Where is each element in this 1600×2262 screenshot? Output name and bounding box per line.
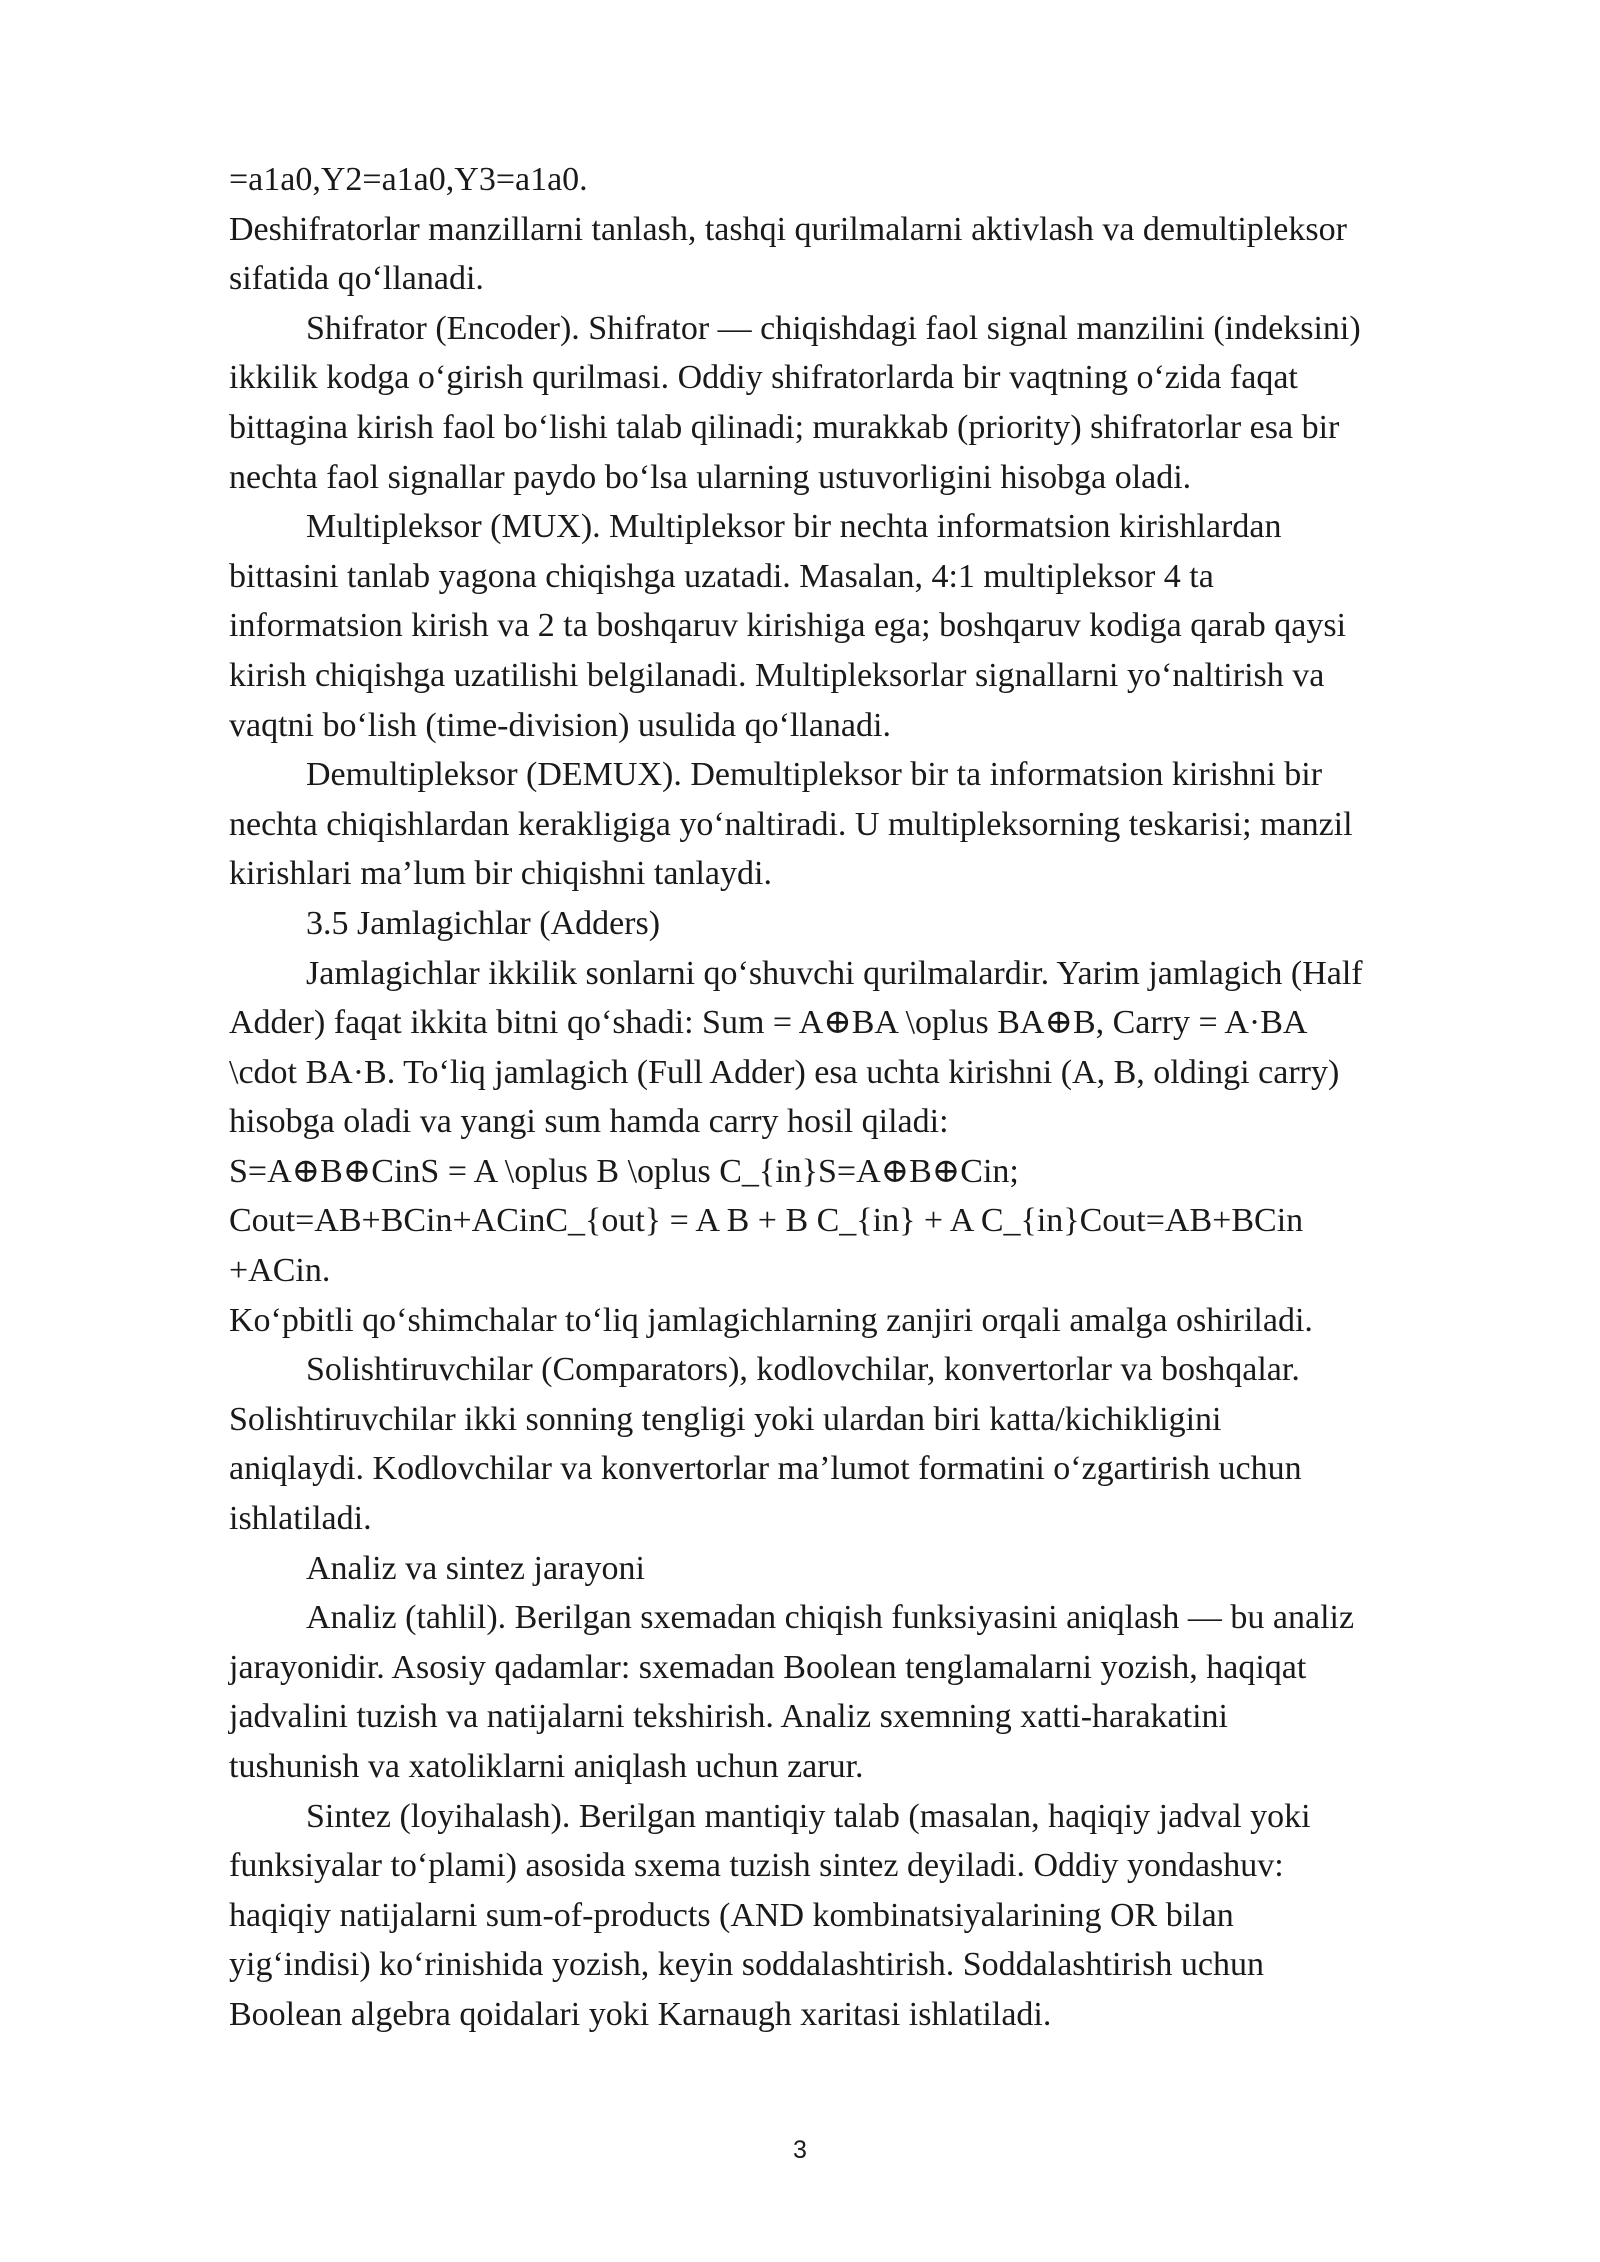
text-line: nechta faol signallar paydo bo‘lsa ularning ustuvorligini hisobga oladi. bbox=[229, 458, 1192, 496]
text-line: sifatida qo‘llanadi. bbox=[229, 260, 484, 298]
text-line: nechta chiqishlardan kerakligiga yo‘naltiradi. U multipleksorning teskarisi; manzil bbox=[229, 805, 1353, 843]
text-line: jadvalini tuzish va natijalarni tekshirish. Analiz sxemning xatti-harakatini bbox=[229, 1698, 1228, 1736]
section-heading: 3.5 Jamlagichlar (Adders) bbox=[306, 904, 661, 942]
text-line: Solishtiruvchilar ikki sonning tengligi yoki ulardan biri katta/kichikligini bbox=[229, 1400, 1222, 1438]
paragraph-first-line: Sintez (loyihalash). Berilgan mantiqiy talab (masalan, haqiqiy jadval yoki bbox=[306, 1797, 1311, 1835]
text-line: Deshifratorlar manzillarni tanlash, tashqi qurilmalarni aktivlash va demultipleksor bbox=[229, 210, 1347, 248]
text-line: ikkilik kodga o‘girish qurilmasi. Oddiy shifratorlarda bir vaqtning o‘zida faqat bbox=[229, 359, 1298, 397]
text-line: bittagina kirish faol bo‘lishi talab qilinadi; murakkab (priority) shifratorlar esa bir bbox=[229, 408, 1340, 446]
text-line: jarayonidir. Asosiy qadamlar: sxemadan Boolean tenglamalarni yozish, haqiqat bbox=[229, 1648, 1307, 1686]
text-line: kirishlari ma’lum bir chiqishni tanlaydi. bbox=[229, 855, 772, 893]
formula-line: Cout=AB+BCin+ACinC_{out} = A B + B C_{in} + A C_{in}Cout=AB+BCin bbox=[229, 1202, 1304, 1240]
text-line: =a1a0,Y2=a1a0,Y3=a1a0. bbox=[229, 161, 588, 198]
text-line: tushunish va xatoliklarni aniqlash uchun zarur. bbox=[229, 1748, 864, 1785]
paragraph-first-line: Solishtiruvchilar (Comparators), kodlovchilar, konvertorlar va boshqalar. bbox=[306, 1351, 1300, 1389]
text-line: funksiyalar to‘plami) asosida sxema tuzish sintez deyiladi. Oddiy yondashuv: bbox=[229, 1847, 1284, 1885]
paragraph-first-line: Demultipleksor (DEMUX). Demultipleksor bir ta informatsion kirishni bir bbox=[306, 756, 1323, 794]
text-line: haqiqiy natijalarni sum-of-products (AND kombinatsiyalarining OR bilan bbox=[229, 1896, 1234, 1934]
text-line: vaqtni bo‘lish (time-division) usulida qo‘llanadi. bbox=[229, 706, 891, 744]
text-line: \cdot BA·B. To‘liq jamlagich (Full Adder) esa uchta kirishni (A, B, oldingi carry) bbox=[229, 1053, 1340, 1091]
text-line: hisobga oladi va yangi sum hamda carry hosil qiladi: bbox=[229, 1103, 949, 1141]
text-line: kirish chiqishga uzatilishi belgilanadi. Multipleksorlar signallarni yo‘naltirish va bbox=[229, 656, 1325, 694]
text-line: Adder) faqat ikkita bitni qo‘shadi: Sum = A⊕BA \oplus BA⊕B, Carry = A·BA bbox=[229, 1004, 1308, 1042]
text-line: Ko‘pbitli qo‘shimchalar to‘liq jamlagichlarning zanjiri orqali amalga oshiriladi. bbox=[229, 1301, 1313, 1339]
formula-line: +ACin. bbox=[229, 1252, 331, 1290]
page-body bbox=[229, 155, 1499, 2040]
paragraph-first-line: Jamlagichlar ikkilik sonlarni qo‘shuvchi qurilmalardir. Yarim jamlagich (Half bbox=[306, 954, 1363, 992]
section-heading: Analiz va sintez jarayoni bbox=[306, 1549, 645, 1587]
text-line: bittasini tanlab yagona chiqishga uzatadi. Masalan, 4:1 multipleksor 4 ta bbox=[229, 557, 1214, 595]
text-line: yig‘indisi) ko‘rinishida yozish, keyin soddalashtirish. Soddalashtirish uchun bbox=[229, 1946, 1265, 1984]
text-line: Boolean algebra qoidalari yoki Karnaugh xaritasi ishlatiladi. bbox=[229, 1995, 1052, 2033]
text-line: aniqlaydi. Kodlovchilar va konvertorlar ma’lumot formatini o‘zgartirish uchun bbox=[229, 1450, 1302, 1488]
page-number: 3 bbox=[793, 2136, 807, 2164]
formula-line: S=A⊕B⊕CinS = A \oplus B \oplus C_{in}S=A⊕B⊕Cin; bbox=[229, 1152, 1019, 1190]
text-line: ishlatiladi. bbox=[229, 1500, 372, 1538]
paragraph-first-line: Multipleksor (MUX). Multipleksor bir nechta informatsion kirishlardan bbox=[306, 508, 1282, 546]
text-line: informatsion kirish va 2 ta boshqaruv kirishiga ega; boshqaruv kodiga qarab qaysi bbox=[229, 607, 1347, 645]
paragraph-first-line: Shifrator (Encoder). Shifrator — chiqishdagi faol signal manzilini (indeksini) bbox=[306, 309, 1361, 347]
paragraph-first-line: Analiz (tahlil). Berilgan sxemadan chiqish funksiyasini aniqlash — bu analiz bbox=[306, 1599, 1355, 1637]
